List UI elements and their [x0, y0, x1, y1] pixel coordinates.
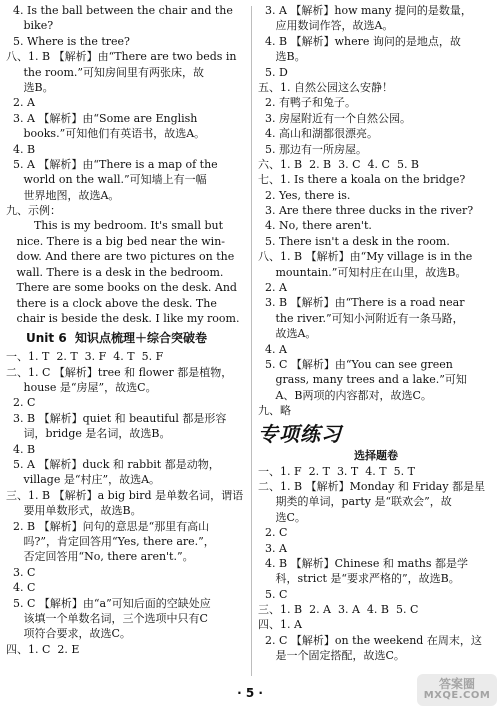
answer-line: 4. B 【解析】where 询问的是地点，故 — [258, 34, 461, 48]
answer-line: 3. 房屋附近有一个自然公园。 — [258, 111, 411, 125]
answer-line: bike? — [6, 19, 54, 33]
answer-line: 4. A — [258, 342, 287, 356]
answer-line: 一、1. T 2. T 3. F 4. T 5. F — [6, 350, 164, 364]
answer-line: 4. 高山和湖都很漂亮。 — [258, 127, 378, 141]
answer-line: 要用单数形式，故选B。 — [6, 504, 142, 518]
answer-line: 应用数词作答，故选A。 — [258, 19, 394, 33]
answer-line: 九、略 — [258, 404, 291, 418]
watermark-text-top: 答案圈 — [438, 677, 475, 691]
essay-line: There are some books on the desk. And — [6, 281, 237, 295]
answer-line: 科，strict 是“要求严格的”，故选B。 — [258, 572, 460, 586]
answer-line: 2. A — [258, 281, 287, 295]
section-subtitle: 选择题卷 — [354, 448, 398, 462]
answer-line: 五、1. 自然公园这么安静！ — [258, 80, 393, 94]
answer-line: A、B两项的内容都对，故选C。 — [258, 388, 432, 402]
answer-line: 4. B — [6, 442, 36, 456]
answer-line: 4. Is the ball between the chair and the — [6, 4, 233, 17]
left-column — [6, 3, 248, 657]
unit-heading: Unit 6 知识点梳理＋综合突破卷 — [26, 331, 208, 346]
answer-line: 八、1. B 【解析】由“There are two beds in — [6, 50, 237, 64]
answer-line: 选B。 — [6, 80, 54, 94]
watermark-logo — [417, 674, 497, 706]
answer-line: 七、1. Is there a koala on the bridge? — [258, 173, 466, 187]
answer-line: the room.”可知房间里有两张床，故 — [6, 65, 205, 79]
answer-line: world on the wall.”可知墙上有一幅 — [6, 173, 207, 187]
answer-line: 2. Yes, there is. — [258, 188, 351, 202]
answer-line: 3. C — [6, 565, 36, 579]
right-column — [258, 3, 494, 664]
answer-line: 否定回答用“No, there aren't.”。 — [6, 550, 194, 564]
answer-line: 4. B — [6, 142, 36, 156]
answer-line: 三、1. B 2. A 3. A 4. B 5. C — [258, 603, 419, 617]
answer-line: 3. B 【解析】quiet 和 beautiful 都是形容 — [6, 411, 227, 425]
answer-line: 5. D — [258, 65, 288, 79]
answer-line: books.”可知他们有英语书，故选A。 — [6, 127, 206, 141]
answer-line: 四、1. A — [258, 618, 302, 632]
answer-line: 期类的单词，party 是“联欢会”，故 — [258, 495, 452, 509]
answer-line: 2. C — [6, 396, 36, 410]
sample-essay — [6, 218, 248, 326]
answer-line: 六、1. B 2. B 3. C 4. C 5. B — [258, 157, 420, 171]
answer-line: grass, many trees and a lake.”可知 — [258, 373, 467, 387]
answer-line: 5. 那边有一所房屋。 — [258, 142, 367, 156]
essay-line: wall. There is a desk in the bedroom. — [6, 265, 224, 279]
left-answers-part-1 — [6, 3, 248, 218]
answer-line: 二、1. B 【解析】Monday 和 Friday 都是星 — [258, 479, 486, 493]
answer-line: 3. A — [258, 541, 287, 555]
left-answers-part-2 — [6, 349, 248, 657]
watermark-text-bottom: MXQE.COM — [423, 690, 491, 701]
answer-line: 5. A 【解析】duck 和 rabbit 都是动物， — [6, 458, 220, 472]
answer-line: 九、示例： — [6, 204, 61, 218]
page-number: · 5 · — [237, 686, 263, 700]
answer-line: 世界地图，故选A。 — [6, 188, 120, 202]
answer-line: 5. There isn't a desk in the room. — [258, 234, 450, 248]
answer-line: 该填一个单数名词，三个选项中只有C — [6, 611, 208, 625]
answer-line: 5. C — [258, 587, 288, 601]
answer-line: 4. No, there aren't. — [258, 219, 372, 233]
answer-line: 4. B 【解析】Chinese 和 maths 都是学 — [258, 556, 468, 570]
answer-line: 2. A — [6, 96, 35, 110]
answer-line: 吗?”，肯定回答用“Yes, there are.”， — [6, 535, 215, 548]
answer-line: 词，bridge 是名词，故选B。 — [6, 427, 171, 441]
answer-line: 选B。 — [258, 50, 306, 64]
answer-line: 八、1. B 【解析】由“My village is in the — [258, 250, 473, 264]
column-divider — [251, 6, 252, 676]
answer-line: 一、1. F 2. T 3. T 4. T 5. T — [258, 464, 415, 478]
answer-line: 选C。 — [258, 510, 306, 524]
answer-line: 4. C — [6, 581, 36, 595]
special-practice-title: 专项练习 — [258, 421, 342, 446]
answer-line: 三、1. B 【解析】a big bird 是单数名词，谓语 — [6, 488, 244, 502]
essay-line: nice. There is a big bed near the win- — [6, 234, 226, 248]
answer-line: village 是“村庄”，故选A。 — [6, 473, 161, 487]
answer-line: 四、1. C 2. E — [6, 642, 80, 656]
answer-line: 2. 有鸭子和兔子。 — [258, 96, 356, 110]
answer-line: 3. Are there three ducks in the river? — [258, 204, 474, 218]
answer-line: 3. B 【解析】由“There is a road near — [258, 296, 465, 310]
answer-line: house 是“房屋”，故选C。 — [6, 381, 157, 395]
answer-line: the river.”可知小河附近有一条马路， — [258, 311, 464, 325]
right-answers-part-1 — [258, 3, 494, 419]
right-answers-part-2 — [258, 464, 494, 664]
answer-line: 项符合要求，故选C。 — [6, 627, 131, 641]
answer-line: 5. C 【解析】由“You can see green — [258, 357, 453, 371]
essay-line: chair is beside the desk. I like my room. — [6, 311, 240, 325]
answer-line: 故选A。 — [258, 327, 317, 341]
answer-line: 是一个固定搭配，故选C。 — [258, 649, 405, 663]
answer-line: mountain.”可知村庄在山里，故选B。 — [258, 265, 467, 279]
essay-line: there is a clock above the desk. The — [6, 296, 217, 310]
answer-line: 2. C — [258, 526, 288, 540]
answer-line: 5. Where is the tree? — [6, 34, 130, 48]
answer-line: 5. C 【解析】由“a”可知后面的空缺处应 — [6, 596, 211, 610]
essay-line: dow. And there are two pictures on the — [6, 250, 235, 264]
essay-line: This is my bedroom. It's small but — [6, 219, 224, 233]
answer-line: 2. B 【解析】问句的意思是“那里有高山 — [6, 519, 210, 533]
answer-line: 2. C 【解析】on the weekend 在周末，这 — [258, 633, 482, 647]
answer-line: 二、1. C 【解析】tree 和 flower 都是植物， — [6, 365, 233, 379]
answer-line: 3. A 【解析】how many 提问的是数量， — [258, 4, 472, 17]
answer-line: 5. A 【解析】由“There is a map of the — [6, 157, 218, 171]
answer-line: 3. A 【解析】由“Some are English — [6, 111, 198, 125]
